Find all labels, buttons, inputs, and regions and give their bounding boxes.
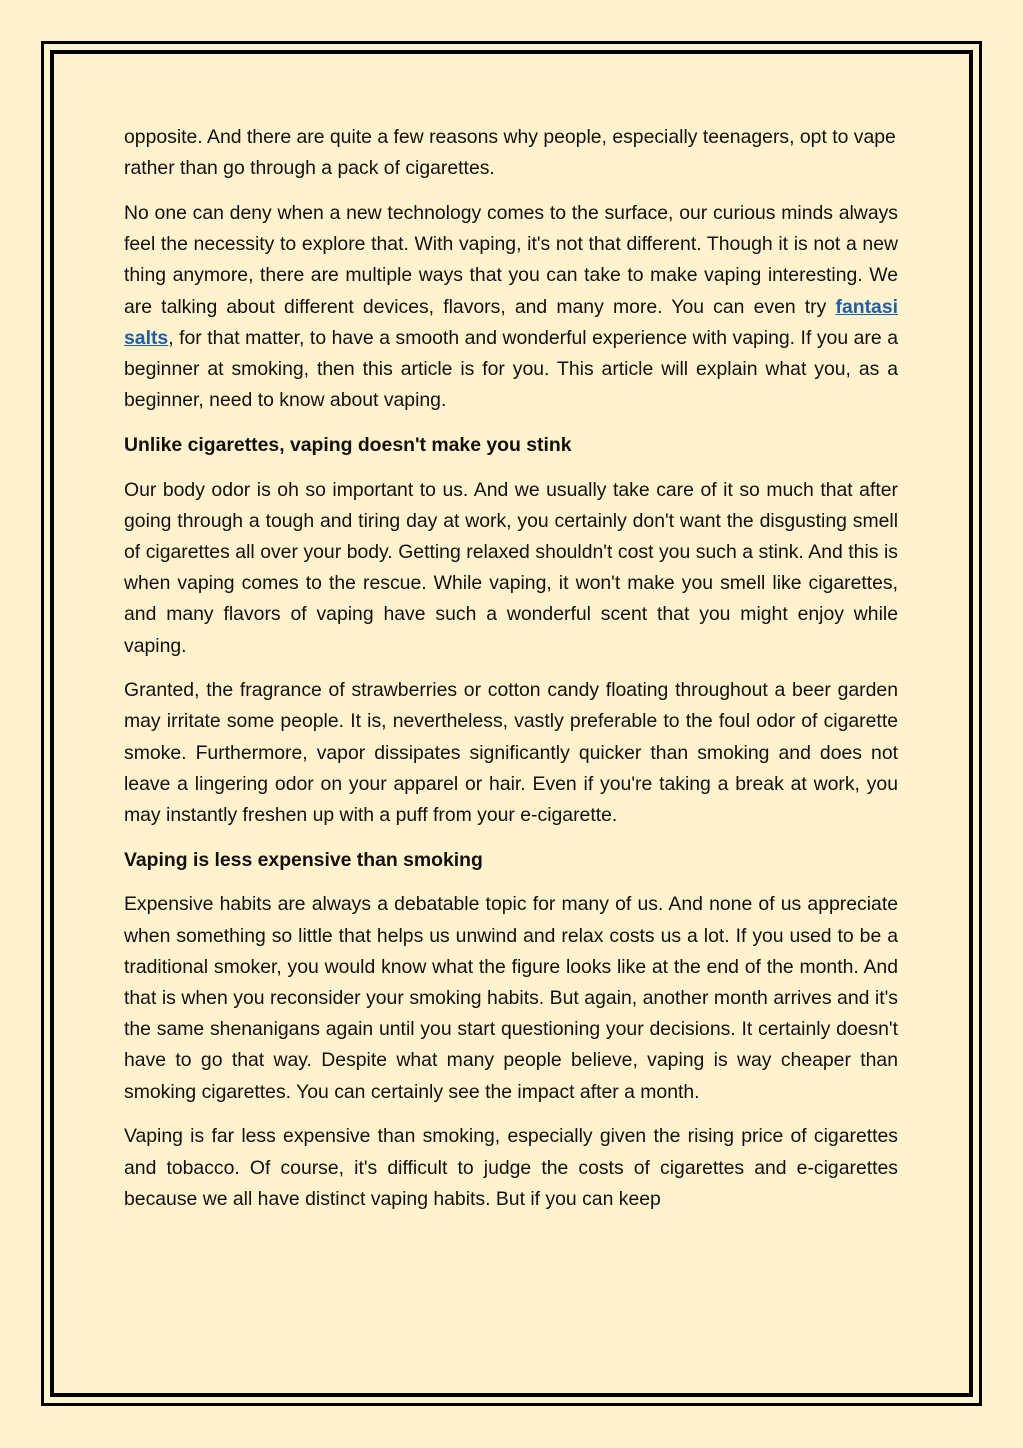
paragraph-intro-continued: opposite. And there are quite a few reasons why people, especially teenagers, opt to vape rather than go through a pack of cigarettes. [124, 126, 896, 180]
section-heading-stink: Unlike cigarettes, vaping doesn't make you stink [124, 433, 572, 456]
paragraph-cost-comparison: Vaping is far less expensive than smoking, especially given the rising price of cigarettes and tobacco. Of course, it's difficult to judge the costs of cigarettes and e-cigarettes because we all have distinct vaping habits. But if you can keep [124, 1125, 898, 1210]
paragraph-fragrance: Granted, the fragrance of strawberries or cotton candy floating throughout a beer garden may irritate some people. It is, nevertheless, vastly preferable to the foul odor of cigarette smoke. Furthermore, vapor dissipates significantly quicker than smoking and does not leave a lingering odor on your apparel or hair. Even if you're taking a break at work, you may instantly freshen up with a puff from your e-cigarette. [124, 679, 898, 827]
section-heading-expense: Vaping is less expensive than smoking [124, 848, 483, 871]
fantasi-salts-link[interactable]: fantasi salts [124, 295, 898, 349]
article-body [124, 122, 898, 1229]
paragraph-new-technology [124, 198, 898, 416]
paragraph-body-odor: Our body odor is oh so important to us. And we usually take care of it so much that after going through a tough and tiring day at work, you certainly don't want the disgusting smell of cigarettes all over your body. Getting relaxed shouldn't cost you such a stink. And this is when vaping comes to the rescue. While vaping, it won't make you smell like cigarettes, and many flavors of vaping have such a wonderful scent that you might enjoy while vaping. [124, 478, 898, 657]
paragraph-text: , for that matter, to have a smooth and wonderful experience with vaping. If you are a beginner at smoking, then this article is for you. This article will explain what you, as a beginner, need to know about vaping. [124, 326, 898, 412]
paragraph-text: No one can deny when a new technology comes to the surface, our curious minds always feel the necessity to explore that. With vaping, it's not that different. Though it is not a new thing anymore, there are multiple ways that you can take to make vaping interesting. We are talking about different devices, flavors, and many more. You can even try [124, 201, 898, 318]
paragraph-expensive-habits: Expensive habits are always a debatable topic for many of us. And none of us appreciate when something so little that helps us unwind and relax costs us a lot. If you used to be a traditional smoker, you would know what the figure looks like at the end of the month. And that is when you reconsider your smoking habits. But again, another month arrives and it's the same shenanigans again until you start questioning your decisions. It certainly doesn't have to go that way. Despite what many people believe, vaping is way cheaper than smoking cigarettes. You can certainly see the impact after a month. [124, 893, 898, 1103]
